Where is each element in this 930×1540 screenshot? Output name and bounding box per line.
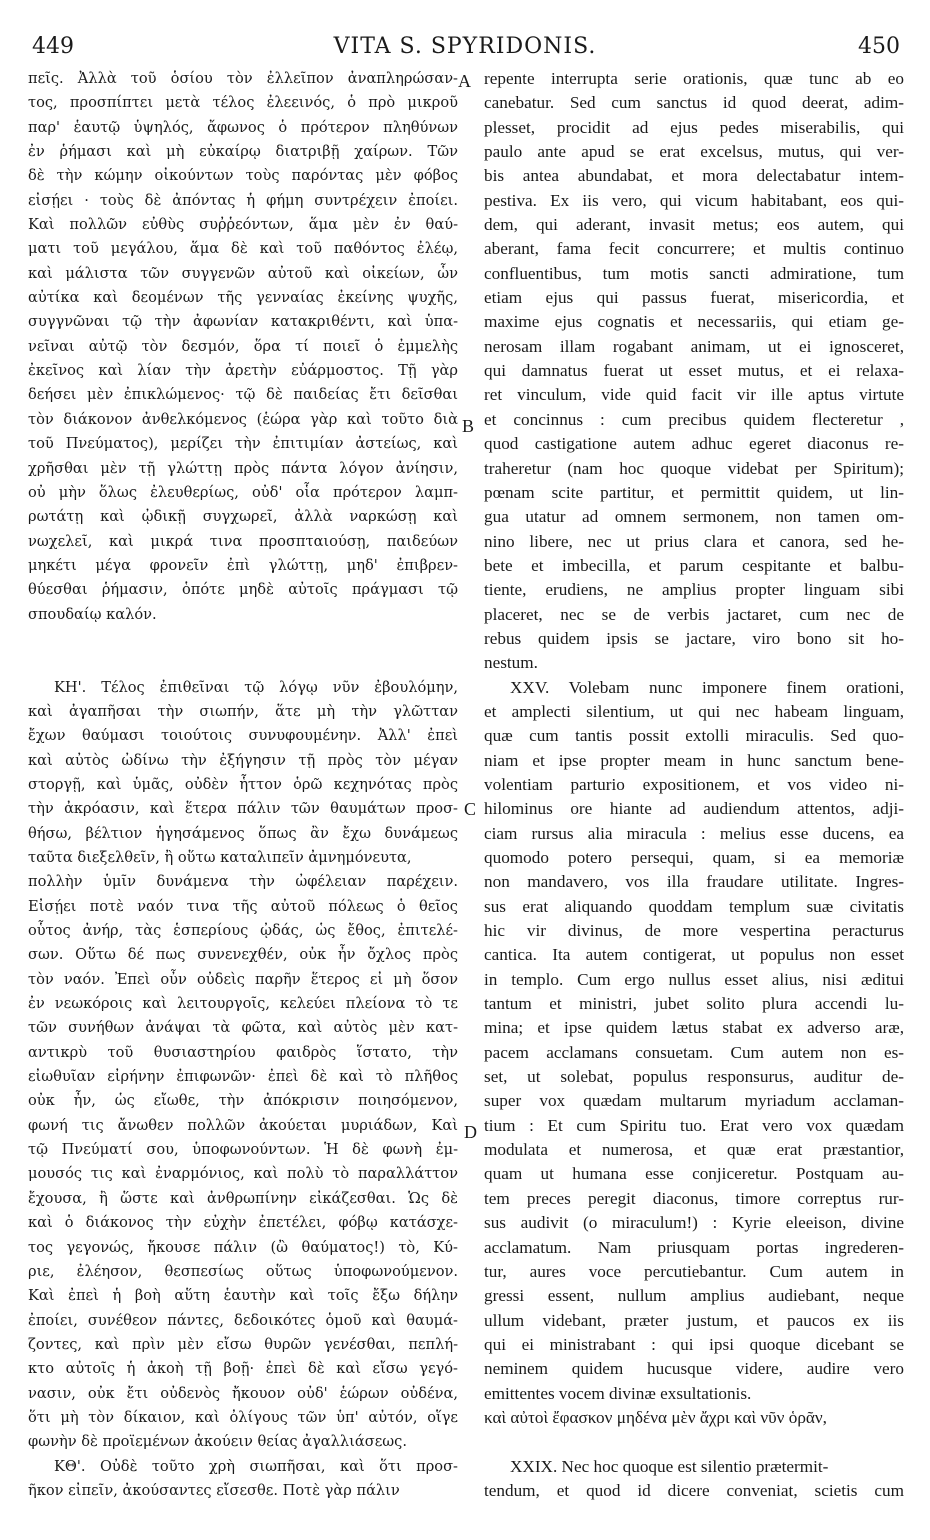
latin-line: pœnam scite partitur, et permittit quidem, ut lin- bbox=[484, 482, 904, 502]
margin-letter-d: D bbox=[464, 1122, 477, 1142]
greek-line: τοῦ Πνεύματος), μερίζει τὴν ἐπιτιμίαν ἀστείως, καὶ bbox=[28, 435, 458, 453]
greek-line: ἐποίει, συνέθεον πάντες, δεδοικότες ὁμοῦ καὶ θαυμά- bbox=[28, 1311, 458, 1329]
greek-line: καὶ αὐτὸς ὠδίνω τὴν ἐξήγησιν τῇ πρὸς τὸν μέγαν bbox=[28, 751, 458, 769]
latin-line: gua utatur ad omnem sermonem, non tamen om- bbox=[484, 507, 904, 527]
latin-line: repente interrupta serie orationis, quæ tunc ab eo bbox=[484, 69, 904, 88]
latin-line: tium : Et cum Spiritu tuo. Erat vero vox quædam bbox=[484, 1115, 904, 1135]
latin-line: acclamatum. Nam priusquam portas ingrederen- bbox=[484, 1237, 904, 1257]
latin-line: set, ut solebat, populus responsurus, auditur de- bbox=[484, 1067, 904, 1087]
latin-line: qui damnatus fuerat ut esset mutus, et ei relaxa- bbox=[484, 361, 904, 381]
latin-line: ciam rursus alia miracula : melius esse ducens, ea bbox=[484, 823, 904, 843]
latin-line: non mandavero, vos illa fraudare utilitate. Ingres- bbox=[484, 872, 904, 892]
greek-line: καὶ μάλιστα τῶν συγγενῶν αὐτοῦ καὶ οἰκείων, ὧν bbox=[28, 264, 458, 282]
greek-line: τος γεγονώς, ἤκουσε πάλιν (ὢ θαύματος!) τὸ, Κύ- bbox=[28, 1238, 458, 1256]
latin-line: quæ cum tantis possit extolli miraculis. Sed quo- bbox=[484, 726, 904, 746]
greek-line: φωνὴν δὲ προϊεμένων ἀκούειν θείας ἀγαλλιάσεως. bbox=[28, 1433, 407, 1451]
greek-line: αὐτίκα καὶ δεομένων τῆς γενναίας ἐκείνης ψυχῆς, bbox=[28, 289, 458, 307]
latin-line: sus audivit (o miraculum!) : Kyrie eleeison, divine bbox=[484, 1213, 904, 1233]
latin-line: etiam ejus qui passus fuerat, misericordia, et bbox=[484, 288, 904, 308]
greek-line: τος, προσπίπτει μετὰ τέλος ἐλεεινός, ὁ πρὸ μικροῦ bbox=[28, 94, 458, 112]
latin-line: traheretur (nam hoc quoque videbat per Spiritum); bbox=[484, 458, 904, 478]
greek-line: ματι τοῦ μεγάλου, ἅμα δὲ καὶ τοῦ παθόντος ἐλέῳ, bbox=[28, 240, 458, 258]
greek-line bbox=[28, 651, 458, 675]
latin-line: rebus quidem ipsis se jactare, viro bono sit ho- bbox=[484, 628, 904, 648]
latin-line: gressi essent, nullum amplius audiebant, neque bbox=[484, 1286, 904, 1306]
latin-line: aberant, fama fecit concurrere; et multis continuo bbox=[484, 239, 904, 259]
greek-line: χρῆσθαι μὲν τῇ γλώττῃ πρὸς πάντα λόγον ἀνίησιν, bbox=[28, 459, 458, 477]
latin-line: niam et ipse propter meam in hunc sanctum bene- bbox=[484, 750, 904, 770]
greek-line: εἰωθυῖαν εἰρήνην ἐπιφωνῶν· ἐπεὶ δὲ καὶ τὸ πλῆθος bbox=[28, 1068, 458, 1086]
running-title: VITA S. SPYRIDONIS. bbox=[333, 34, 597, 59]
latin-line: in templo. Cum ergo nullus esset alius, nisi æditui bbox=[484, 969, 904, 989]
latin-line: maxime ejus cognatis et necessariis, qui etiam ge- bbox=[484, 312, 904, 332]
greek-line: Καὶ ἐπεὶ ἡ βοὴ αὕτη ἑαυτὴν καὶ τοῖς ἔξω δήλην bbox=[28, 1287, 458, 1305]
greek-line: ρωτάτῃ καὶ ᾠδικῇ συγχωρεῖ, ἀλλὰ ναρκώσῃ καὶ bbox=[28, 508, 458, 526]
greek-line: τὴν ἀκρόασιν, καὶ ἕτερα πάλιν τῶν θαυμάτων προσ- bbox=[28, 800, 458, 818]
latin-line: et amplecti silentium, ut qui nec habeam linguam, bbox=[484, 701, 904, 721]
greek-line: Εἰσῄει ποτὲ ναόν τινα τῆς αὐτοῦ πόλεως ὁ θεῖος bbox=[28, 897, 458, 915]
latin-line: tur, aures voce percutiebantur. Cum autem in bbox=[484, 1261, 904, 1281]
greek-line: ῆκον εἰπεῖν, ἀκούσαντες εἴσεσθε. Ποτὲ γὰρ πάλιν bbox=[28, 1481, 400, 1499]
greek-line: καὶ ἀγαπῆσαι τὴν σιωπήν, ἅτε μὴ τὴν γλῶτταν bbox=[28, 702, 458, 720]
greek-line: ριε, ἐλέησον, θεσπεσίως οὕτως ὑποφωνούμενον. bbox=[28, 1262, 458, 1280]
latin-line: nerosam illam rogabant animam, ut ei ignosceret, bbox=[484, 336, 904, 356]
latin-line: qui ei ministrabant : qui ipsi quoque dicebant se bbox=[484, 1334, 904, 1354]
greek-line: νωχελεῖ, καὶ μικρά τινα προσπταιούσῃ, παιδεύων bbox=[28, 532, 458, 550]
greek-line: οὐ μὴν ὅλως ἐλευθερίως, οὐδ' οἷα πρότερον λαμπ- bbox=[28, 483, 458, 501]
latin-line: quod castigatione autem adhuc egeret diaconus re- bbox=[484, 434, 904, 454]
greek-line: μουσός τις καὶ ἐναρμόνιος, καὶ πολὺ τὸ παραλλάττον bbox=[28, 1165, 458, 1183]
greek-line: δεήσει μὲν ἐπικλώμενος· τῷ δὲ παιδείας ἔτι δεῖσθαι bbox=[28, 386, 458, 404]
greek-line: ὅτι μὴ τὸν δίκαιον, καὶ ὀλίγους τῶν ὑπ' αὐτόν, οἵγε bbox=[28, 1408, 458, 1426]
greek-column bbox=[28, 67, 458, 1503]
latin-line: dem, qui aderant, invasit metus; eos autem, qui bbox=[484, 215, 904, 235]
greek-line: οὐκ ἦν, ὡς εἴωθε, τὴν ἀπόκρισιν ποιησόμενον, bbox=[28, 1092, 458, 1110]
greek-line: νεῖναι αὐτῷ τὸν δεσμόν, ὅρα τί ποιεῖ ὁ ἐμμελὴς bbox=[28, 337, 458, 355]
latin-line: tantum et ministri, jubet solito plura accendi lu- bbox=[484, 994, 904, 1014]
latin-line: tendum, et quod id dicere conveniat, scietis cum bbox=[484, 1480, 904, 1500]
latin-line: plesset, procidit ad ejus pedes miserabilis, qui bbox=[484, 117, 904, 137]
greek-line: ἐκεῖνος καὶ λίαν τὴν ἀρετὴν εὐάρμοστος. Τῇ γὰρ bbox=[28, 362, 458, 380]
latin-line: placeret, nec se de verbis jactaret, cum nec de bbox=[484, 604, 904, 624]
greek-line: σων. Οὕτω δέ πως συνενεχθέν, οὐκ ἦν ὄχλος πρὸς bbox=[28, 946, 458, 964]
greek-line: τὸν διάκονον ἀνθελκόμενος (ἑώρα γὰρ καὶ τοῦτο διὰ bbox=[28, 410, 458, 428]
page-number-right: 450 bbox=[858, 34, 900, 59]
greek-line: τὸν ναόν. Ἐπεὶ οὖν οὐδεὶς παρῆν ἕτερος εἰ μὴ ὅσον bbox=[28, 970, 458, 988]
greek-line bbox=[28, 627, 458, 651]
greek-line: κτο αὐτοῖς ἡ ἀκοὴ τῇ βοῇ· ἐπεὶ δὲ καὶ εἴσω γεγό- bbox=[28, 1360, 458, 1378]
greek-line: ἐν νεωκόροις καὶ λειτουργοῖς, κελεύει πλείονα τὸ τε bbox=[28, 995, 458, 1013]
latin-line: quomodo potero persequi, quam, si ea memoriæ bbox=[484, 848, 904, 867]
latin-line: mina; et ipse quidem lætus stabat ex adverso aræ, bbox=[484, 1018, 904, 1038]
latin-line: cantica. Ita autem contigerat, ut populus non esset bbox=[484, 945, 904, 965]
margin-letter-b: B bbox=[462, 416, 475, 436]
page-number-left: 449 bbox=[32, 34, 74, 59]
greek-line: ΚΗ'. Τέλος ἐπιθεῖναι τῷ λόγῳ νῦν ἐβουλόμην, bbox=[54, 678, 458, 696]
greek-line: συγγνῶναι τῷ τὴν ἀφωνίαν κατακριθέντι, καὶ ὑπα- bbox=[28, 313, 458, 331]
greek-line: Καὶ πολλῶν εὐθὺς συῤῥεόντων, ἅμα μὲν ἐν θαύ- bbox=[28, 216, 458, 234]
greek-line: καὶ ὁ διάκονος τὴν εὐχὴν ἐπετέλει, φόβῳ κατάσχε- bbox=[28, 1214, 458, 1232]
latin-line: hilominus ore hiante ad audiendum attentos, adji- bbox=[484, 799, 904, 819]
latin-line: nestum. bbox=[484, 653, 538, 673]
greek-line: αντικρὺ τοῦ θυσιαστηρίου φαιδρὸς ἵστατο, τὴν bbox=[28, 1043, 458, 1061]
latin-line: super vox quædam multarum myriadum acclaman- bbox=[484, 1091, 904, 1111]
greek-line: νασιν, οὐκ ἔτι οὐδενὸς ἤκουον οὐδ' ἑώρων οὐδένα, bbox=[28, 1384, 458, 1402]
greek-line: στοργῇ, καὶ ὑμᾶς, οὐδὲν ἧττον ὁρῶ κεχηνότας πρὸς bbox=[28, 775, 458, 793]
greek-line: ἔχων θαύμασι τοιούτοις συνυφουμένην. Ἀλλ' ἐπεὶ bbox=[28, 727, 458, 745]
greek-line: θήσω, βέλτιον ἡγησάμενος ὅπως ἂν ἔχω δυνάμεως bbox=[28, 824, 458, 842]
greek-line: ἔχουσα, ἢ ὥστε καὶ ἀνθρωπίνην εἰκάζεσθαι. Ὡς δὲ bbox=[28, 1189, 458, 1207]
greek-line: παρ' ἑαυτῷ ὑψηλός, ἄφωνος ὁ πρότερον πληθύνων bbox=[28, 118, 458, 136]
margin-letter-a: A bbox=[458, 71, 471, 91]
greek-line: τῷ Πνεύματί σου, ὑποφωνούντων. Ἡ δὲ φωνὴ ἐμ- bbox=[28, 1141, 458, 1159]
latin-line: XXV. Volebam nunc imponere finem orationi, bbox=[510, 677, 904, 697]
latin-line: XXIX. Nec hoc quoque est silentio prætermit- bbox=[510, 1456, 829, 1476]
greek-line: ἐν ῥήμασι καὶ μὴ εὐκαίρῳ διατριβῇ χαίρων. Τῶν bbox=[28, 143, 458, 161]
latin-line: sus erat aliquando quoddam templum suæ civitatis bbox=[484, 896, 904, 916]
latin-line: neminem quidem hucusque videre, audire vero bbox=[484, 1359, 904, 1379]
latin-line: modulata et numerosa, et quæ erat præstantior, bbox=[484, 1140, 904, 1160]
latin-line: emittentes vocem divinæ exsultationis. bbox=[484, 1383, 752, 1403]
latin-line bbox=[484, 1430, 904, 1454]
greek-line: πολλὴν ὑμῖν δυνάμενα τὴν ὠφέλειαν παρέχειν. bbox=[28, 873, 458, 891]
greek-line: τῶν συνήθων ἀνάψαι τὰ φῶτα, καὶ αὐτὸς μὲν κατ- bbox=[28, 1019, 458, 1037]
greek-line: φωνή τις ἄνωθεν πολλῶν ἀκούεται μυριάδων, Καὶ bbox=[28, 1116, 458, 1134]
greek-line: ταῦτα διεξελθεῖν, ἢ οὕτω καταλιπεῖν ἀμνημόνευτα, bbox=[28, 849, 412, 866]
greek-line: εἰσῄει · τοὺς δὲ ἀπόντας ἡ φήμη συντρέχειν ἐποίει. bbox=[28, 191, 458, 209]
latin-line: canebatur. Sed cum sanctus id quod deerat, adim- bbox=[484, 93, 904, 113]
latin-line: volentiam parturio expositionem, et vos video ni- bbox=[484, 774, 904, 794]
latin-line: bis antea abundabat, et mora delectabatur intem- bbox=[484, 166, 904, 186]
latin-line: tiente, erudiens, ne amplius propter linguam sibi bbox=[484, 580, 904, 600]
greek-line: οὗτος ἀνήρ, τὰς ἑσπερίους ᾠδάς, ὡς ἔθος, ἐπιτελέ- bbox=[28, 922, 458, 940]
latin-line: pestiva. Ex iis vero, qui vicum habitabant, eos qui- bbox=[484, 190, 904, 210]
latin-line: tem preces peregit diaconus, timore correptus rur- bbox=[484, 1188, 904, 1208]
greek-line: θύεσθαι ῥήμασιν, ὁπότε μηδὲ αὐτοῖς πράγμασι τῷ bbox=[28, 581, 458, 599]
greek-line: δὲ τὴν κώμην οἰκούντων τοὺς παρόντας μὲν φόβος bbox=[28, 167, 458, 185]
latin-line: nino libere, nec ut prius clara et canora, sed he- bbox=[484, 531, 904, 551]
margin-letter-c: C bbox=[464, 799, 477, 819]
greek-line: μηκέτι μέγα φρονεῖν ἐπὶ γλώττῃ, μηδ' ἐπιβρεν- bbox=[28, 556, 458, 574]
latin-column bbox=[484, 67, 904, 1503]
running-header bbox=[28, 30, 902, 64]
latin-line: ret vinculum, vide quid facit vir ille aptus virtute bbox=[484, 385, 904, 405]
latin-line: καὶ αὐτοὶ ἔφασκον μηδένα μὲν ἄχρι καὶ νῦν ὁρᾶν, bbox=[484, 1407, 827, 1427]
latin-line: hic vir divinus, de more vespertina peracturus bbox=[484, 921, 904, 941]
greek-line: πεῖς. Ἀλλὰ τοῦ ὁσίου τὸν ἐλλεῖπον ἀναπληρώσαν- bbox=[28, 70, 458, 87]
latin-line: paulo ante apud se erat excelsus, mutus, qui ver- bbox=[484, 142, 904, 162]
greek-line: ζοντες, καὶ πρὶν μὲν εἴσω θυρῶν γενέσθαι, πεπλή- bbox=[28, 1335, 458, 1353]
latin-line: ullum videbant, præter justum, et paucos ex iis bbox=[484, 1310, 904, 1330]
latin-line: bete et imbecilla, et parum cespitante et balbu- bbox=[484, 555, 904, 575]
latin-line: et concinnus : cum precibus quidem flecteretur , bbox=[484, 409, 904, 429]
latin-line: quam ut humana esse conjiceretur. Postquam au- bbox=[484, 1164, 904, 1184]
greek-line: ΚΘ'. Οὐδὲ τοῦτο χρὴ σιωπῆσαι, καὶ ὅτι προσ- bbox=[54, 1457, 458, 1475]
greek-line: σπουδαίῳ καλόν. bbox=[28, 605, 157, 623]
latin-line: pacem acclamans consuetam. Cum autem non es- bbox=[484, 1042, 904, 1062]
latin-line: confluentibus, tum motis sancti admiratione, tum bbox=[484, 263, 904, 283]
